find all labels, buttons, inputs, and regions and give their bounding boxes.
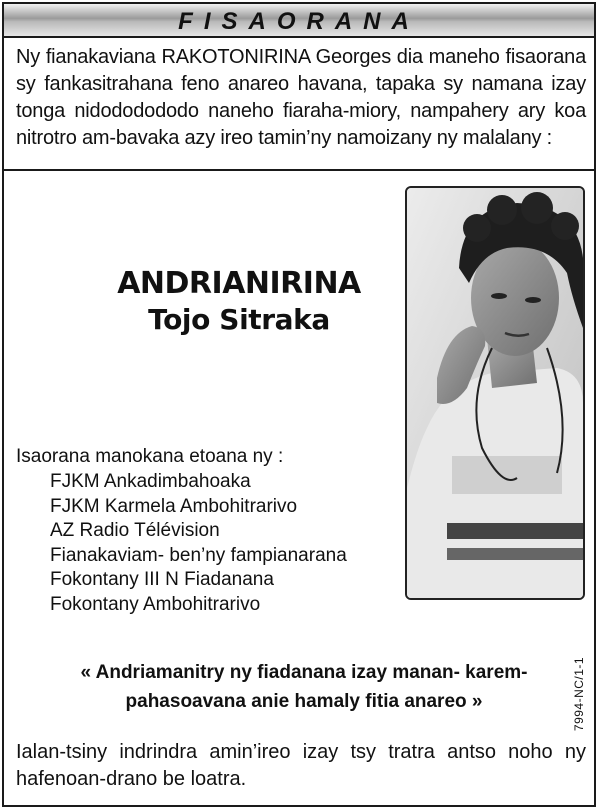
- list-item: FJKM Ankadimbahoaka: [50, 471, 251, 492]
- name-surname: ANDRIANIRINA: [117, 266, 361, 301]
- list-item: Fokontany Ambohitrarivo: [50, 593, 261, 615]
- quote-line: pahasoavana anie hamaly fitia anareo »: [125, 691, 483, 712]
- thanks-list: [50, 470, 347, 617]
- name-given: Tojo Sitraka: [148, 303, 330, 336]
- quote-line: « Andriamanitry ny fiadanana izay manan- karem-: [80, 662, 528, 683]
- notice-title: FISAORANA: [178, 8, 420, 35]
- list-item: FJKM Karmela Ambohitrarivo: [50, 495, 298, 517]
- list-item: AZ Radio Télévision: [50, 520, 220, 541]
- list-item: Fianakaviam- ben’ny fampianarana: [50, 544, 347, 566]
- quote-block: [64, 658, 544, 716]
- list-item: Fokontany III N Fiadanana: [50, 569, 274, 590]
- divider: [4, 169, 594, 171]
- notice-card: [2, 2, 596, 807]
- reference-code: 7994-NC/1-1: [572, 656, 586, 732]
- portrait-photo: [405, 186, 585, 600]
- intro-paragraph: Ny fianakaviana RAKOTONIRINA Georges dia maneho fisaorana sy fankasitrahana feno anareo havana, tapaka sy namana izay tonga nidododododo naneho fiaraha-miory, nampahery ary koa nitrotro am-bavaka azy ireo tamin’ny namoizany ny malalany :: [16, 46, 586, 149]
- thanks-heading: Isaorana manokana etoana ny :: [16, 446, 284, 467]
- closing-paragraph: Ialan-tsiny indrindra amin’ireo izay tsy tratra antso noho ny hafenoan-drano be loatra.: [16, 741, 586, 790]
- deceased-name: [74, 266, 404, 338]
- header-bar: [4, 4, 594, 38]
